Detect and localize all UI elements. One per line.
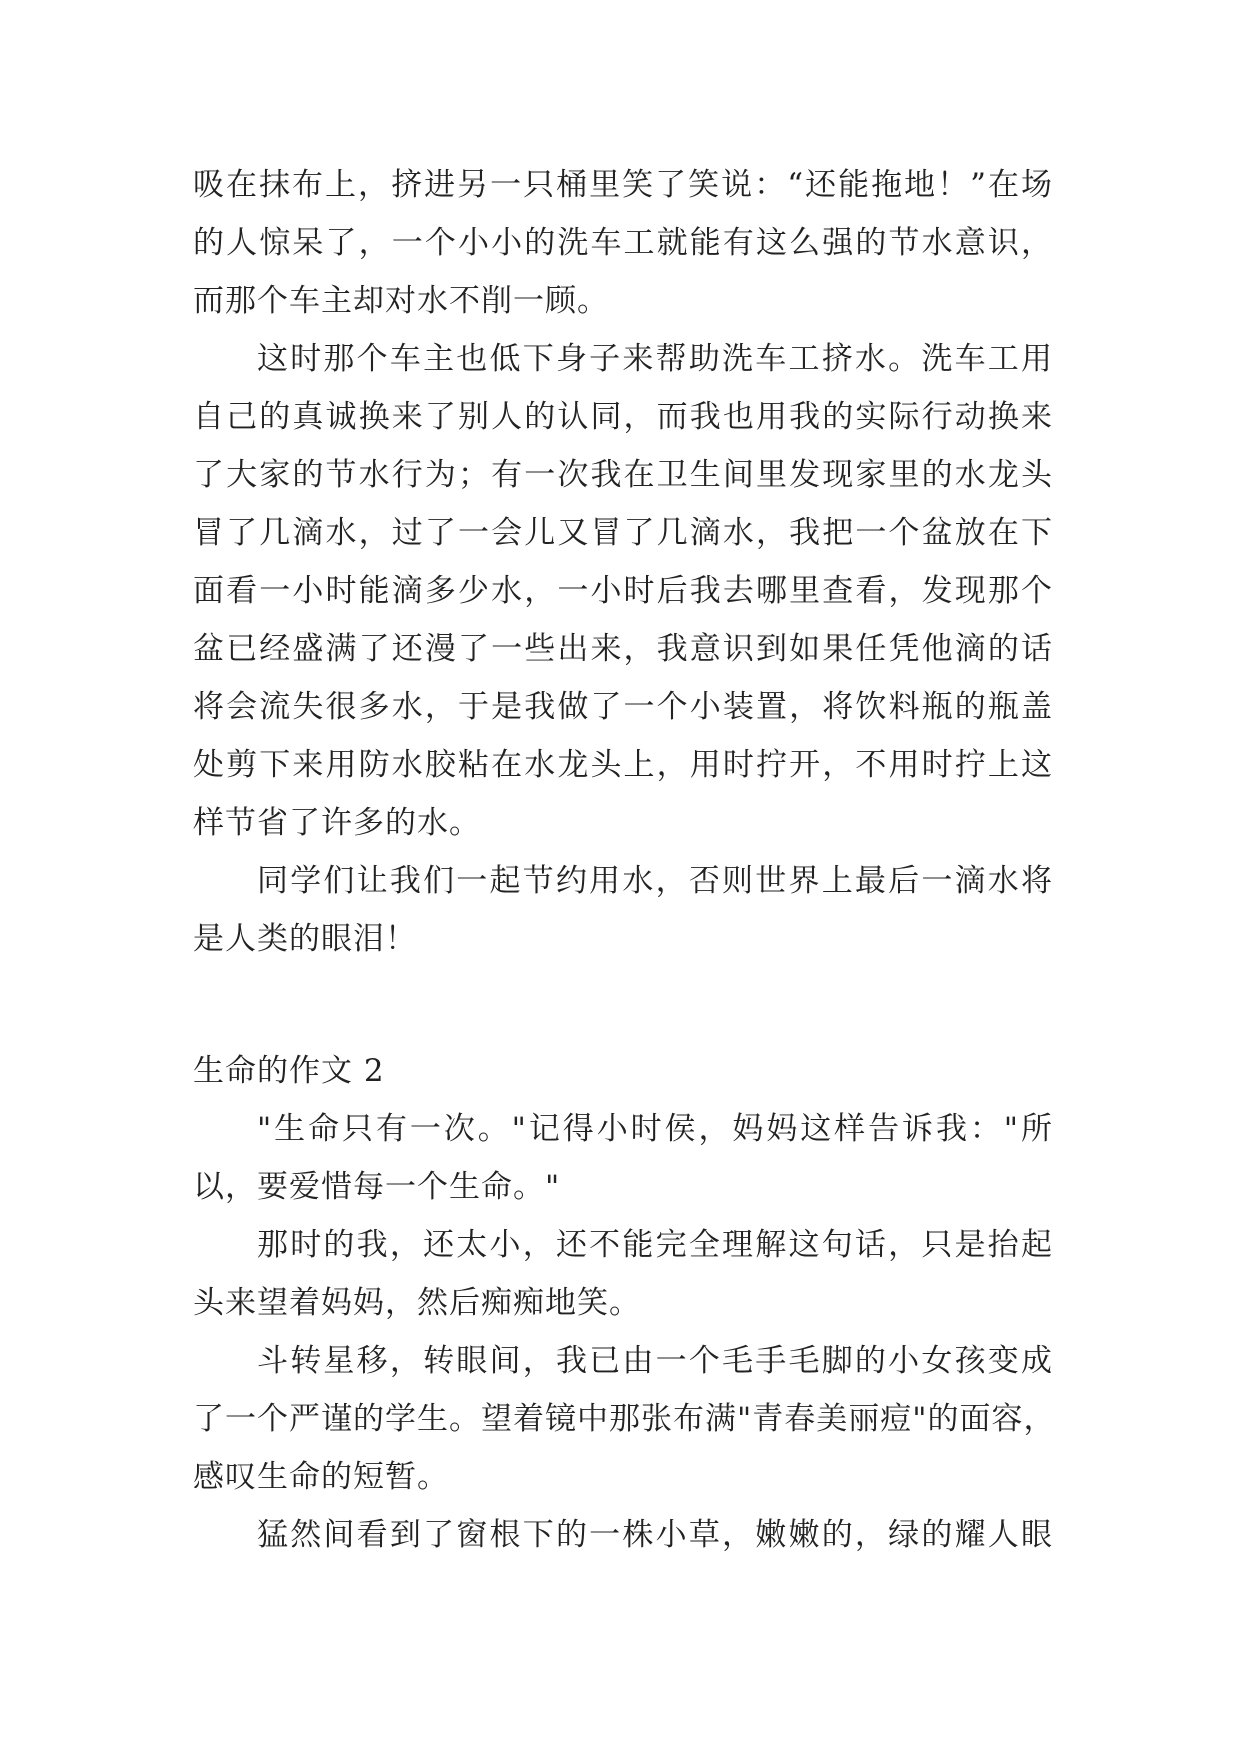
- paragraph: [193, 852, 1053, 968]
- paragraph: [193, 156, 1053, 330]
- section-gap: [193, 968, 1053, 1042]
- text-line: 了大家的节水行为；有一次我在卫生间里发现家里的水龙头: [193, 457, 1053, 493]
- text-line: 冒了几滴水，过了一会儿又冒了几滴水，我把一个盆放在下: [193, 515, 1053, 551]
- text-line: 将会流失很多水，于是我做了一个小装置，将饮料瓶的瓶盖: [193, 689, 1053, 725]
- text-line: 感叹生命的短暂。: [193, 1459, 449, 1495]
- text-line: 这时那个车主也低下身子来帮助洗车工挤水。洗车工用: [257, 341, 1053, 377]
- paragraph: [193, 1216, 1053, 1332]
- text-line: 那时的我，还太小，还不能完全理解这句话，只是抬起: [257, 1227, 1053, 1263]
- text-line: 同学们让我们一起节约用水，否则世界上最后一滴水将: [257, 863, 1053, 899]
- text-line: 自己的真诚换来了别人的认同，而我也用我的实际行动换来: [193, 399, 1053, 435]
- paragraph: [193, 1332, 1056, 1506]
- paragraph: [193, 1506, 1053, 1564]
- section-heading: 生命的作文 2: [193, 1053, 385, 1089]
- text-line: 了一个严谨的学生。望着镜中那张布满"青春美丽痘"的面容，: [193, 1401, 1056, 1437]
- text-line: 以，要爱惜每一个生命。": [193, 1169, 561, 1205]
- text-line: 的人惊呆了，一个小小的洗车工就能有这么强的节水意识，: [193, 225, 1053, 261]
- text-line: 而那个车主却对水不削一顾。: [193, 283, 609, 319]
- text-line: "生命只有一次。"记得小时侯，妈妈这样告诉我："所: [257, 1111, 1053, 1147]
- paragraph: [193, 1100, 1053, 1216]
- text-line: 吸在抹布上，挤进另一只桶里笑了笑说：“还能拖地！”在场: [193, 167, 1053, 203]
- text-line: 头来望着妈妈，然后痴痴地笑。: [193, 1285, 641, 1321]
- text-line: 是人类的眼泪！: [193, 921, 417, 957]
- text-line: 斗转星移，转眼间，我已由一个毛手毛脚的小女孩变成: [257, 1343, 1053, 1379]
- text-line: 盆已经盛满了还漫了一些出来，我意识到如果任凭他滴的话: [193, 631, 1053, 667]
- text-line: 猛然间看到了窗根下的一株小草，嫩嫩的，绿的耀人眼: [257, 1517, 1053, 1553]
- paragraph: [193, 330, 1053, 852]
- document-body: [193, 156, 1056, 1564]
- text-line: 处剪下来用防水胶粘在水龙头上，用时拧开，不用时拧上这: [193, 747, 1053, 783]
- text-line: 面看一小时能滴多少水，一小时后我去哪里查看，发现那个: [193, 573, 1053, 609]
- text-line: 样节省了许多的水。: [193, 805, 481, 841]
